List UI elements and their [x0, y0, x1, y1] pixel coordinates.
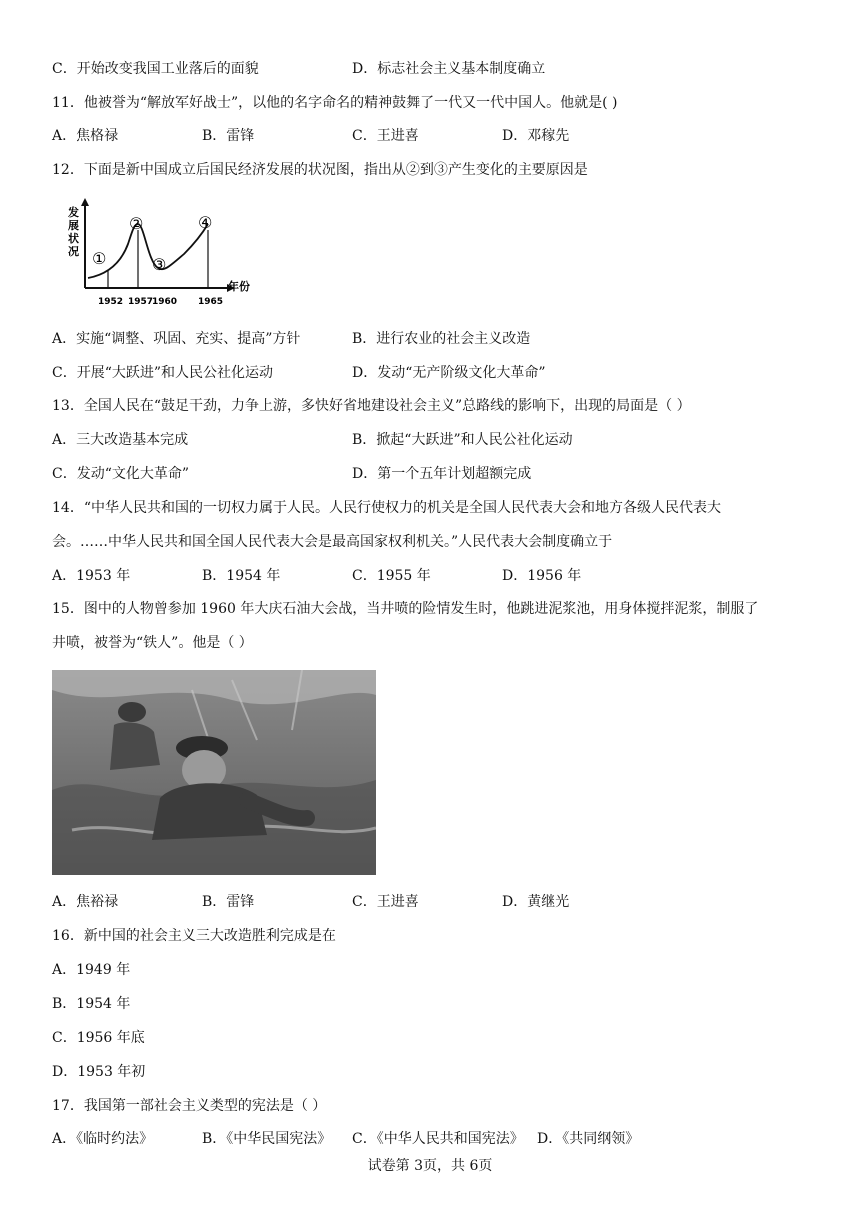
q15-option-d: D．黄继光 — [502, 894, 570, 910]
q15-stem-line1: 15．图中的人物曾参加 1960 年大庆石油大会战，当井喷的险情发生时，他跳进泥浆池，用身体搅拌泥浆，制服了 — [52, 601, 759, 617]
marker-3: ③ — [152, 255, 167, 274]
q17-option-a: A．《临时约法》 — [52, 1131, 154, 1147]
q15-option-b: B．雷锋 — [202, 894, 255, 910]
q11-option-d: D．邓稼先 — [502, 128, 570, 144]
q16-option-d: D．1953 年初 — [52, 1064, 146, 1080]
x-tick-1965: 1965 — [198, 297, 224, 307]
q12-stem: 12．下面是新中国成立后国民经济发展的状况图，指出从②到③产生变化的主要原因是 — [52, 162, 588, 178]
q16-stem: 16．新中国的社会主义三大改造胜利完成是在 — [52, 928, 336, 944]
q13-stem: 13．全国人民在“鼓足干劲，力争上游，多快好省地建设社会主义”总路线的影响下，出现的局面是（ ） — [52, 398, 691, 414]
q13-option-c: C．发动“文化大革命” — [52, 466, 190, 482]
q11-stem: 11．他被誉为“解放军好战士”，以他的名字命名的精神鼓舞了一代又一代中国人。他就是( ) — [52, 95, 618, 111]
q12-option-a: A．实施“调整、巩固、充实、提高”方针 — [52, 331, 301, 347]
marker-1: ① — [92, 249, 107, 268]
economy-development-curve — [60, 196, 260, 310]
oil-worker-mud-pit-photo — [52, 670, 376, 875]
q11-option-c: C．王进喜 — [352, 128, 419, 144]
q16-option-c: C．1956 年底 — [52, 1030, 145, 1046]
x-tick-1952: 1952 — [98, 297, 124, 307]
x-tick-1957: 1957 — [128, 297, 154, 307]
q17-option-b: B．《中华民国宪法》 — [202, 1131, 332, 1147]
q10-option-d: D．标志社会主义基本制度确立 — [352, 61, 546, 77]
page-footer: 试卷第 3页，共 6页 — [367, 1158, 493, 1174]
q16-option-a: A．1949 年 — [52, 962, 131, 978]
q17-option-d: D．《共同纲领》 — [537, 1131, 640, 1147]
q12-option-c: C．开展“大跃进”和人民公社化运动 — [52, 365, 274, 381]
q14-option-c: C．1955 年 — [352, 568, 431, 584]
marker-4: ④ — [198, 213, 213, 232]
q13-option-b: B．掀起“大跃进”和人民公社化运动 — [352, 432, 573, 448]
marker-2: ② — [129, 214, 144, 233]
q11-option-b: B．雷锋 — [202, 128, 255, 144]
q14-option-d: D．1956 年 — [502, 568, 582, 584]
photo-illustration — [52, 670, 376, 875]
q11-option-a: A．焦格禄 — [52, 128, 119, 144]
q17-stem: 17．我国第一部社会主义类型的宪法是（ ） — [52, 1098, 327, 1114]
q14-option-a: A．1953 年 — [52, 568, 131, 584]
q15-option-a: A．焦裕禄 — [52, 894, 119, 910]
q10-option-c: C．开始改变我国工业落后的面貌 — [52, 61, 259, 77]
q14-stem-line1: 14．“中华人民共和国的一切权力属于人民。人民行使权力的机关是全国人民代表大会和地方各级人民代表大 — [52, 500, 721, 516]
y-axis-label: 发 展 状 况 — [68, 206, 79, 258]
x-tick-1960: 1960 — [152, 297, 178, 307]
q12-option-b: B．进行农业的社会主义改造 — [352, 331, 531, 347]
q14-stem-line2: 会。……中华人民共和国全国人民代表大会是最高国家权利机关。”人民代表大会制度确立于 — [52, 534, 613, 550]
q13-option-a: A．三大改造基本完成 — [52, 432, 189, 448]
q17-option-c: C．《中华人民共和国宪法》 — [352, 1131, 524, 1147]
q16-option-b: B．1954 年 — [52, 996, 131, 1012]
q15-option-c: C．王进喜 — [352, 894, 419, 910]
x-axis-label: 年份 — [228, 280, 250, 293]
q13-option-d: D．第一个五年计划超额完成 — [352, 466, 532, 482]
q12-option-d: D．发动“无产阶级文化大革命” — [352, 365, 546, 381]
q15-stem-line2: 井喷，被誉为“铁人”。他是（ ） — [52, 635, 253, 651]
q14-option-b: B．1954 年 — [202, 568, 281, 584]
